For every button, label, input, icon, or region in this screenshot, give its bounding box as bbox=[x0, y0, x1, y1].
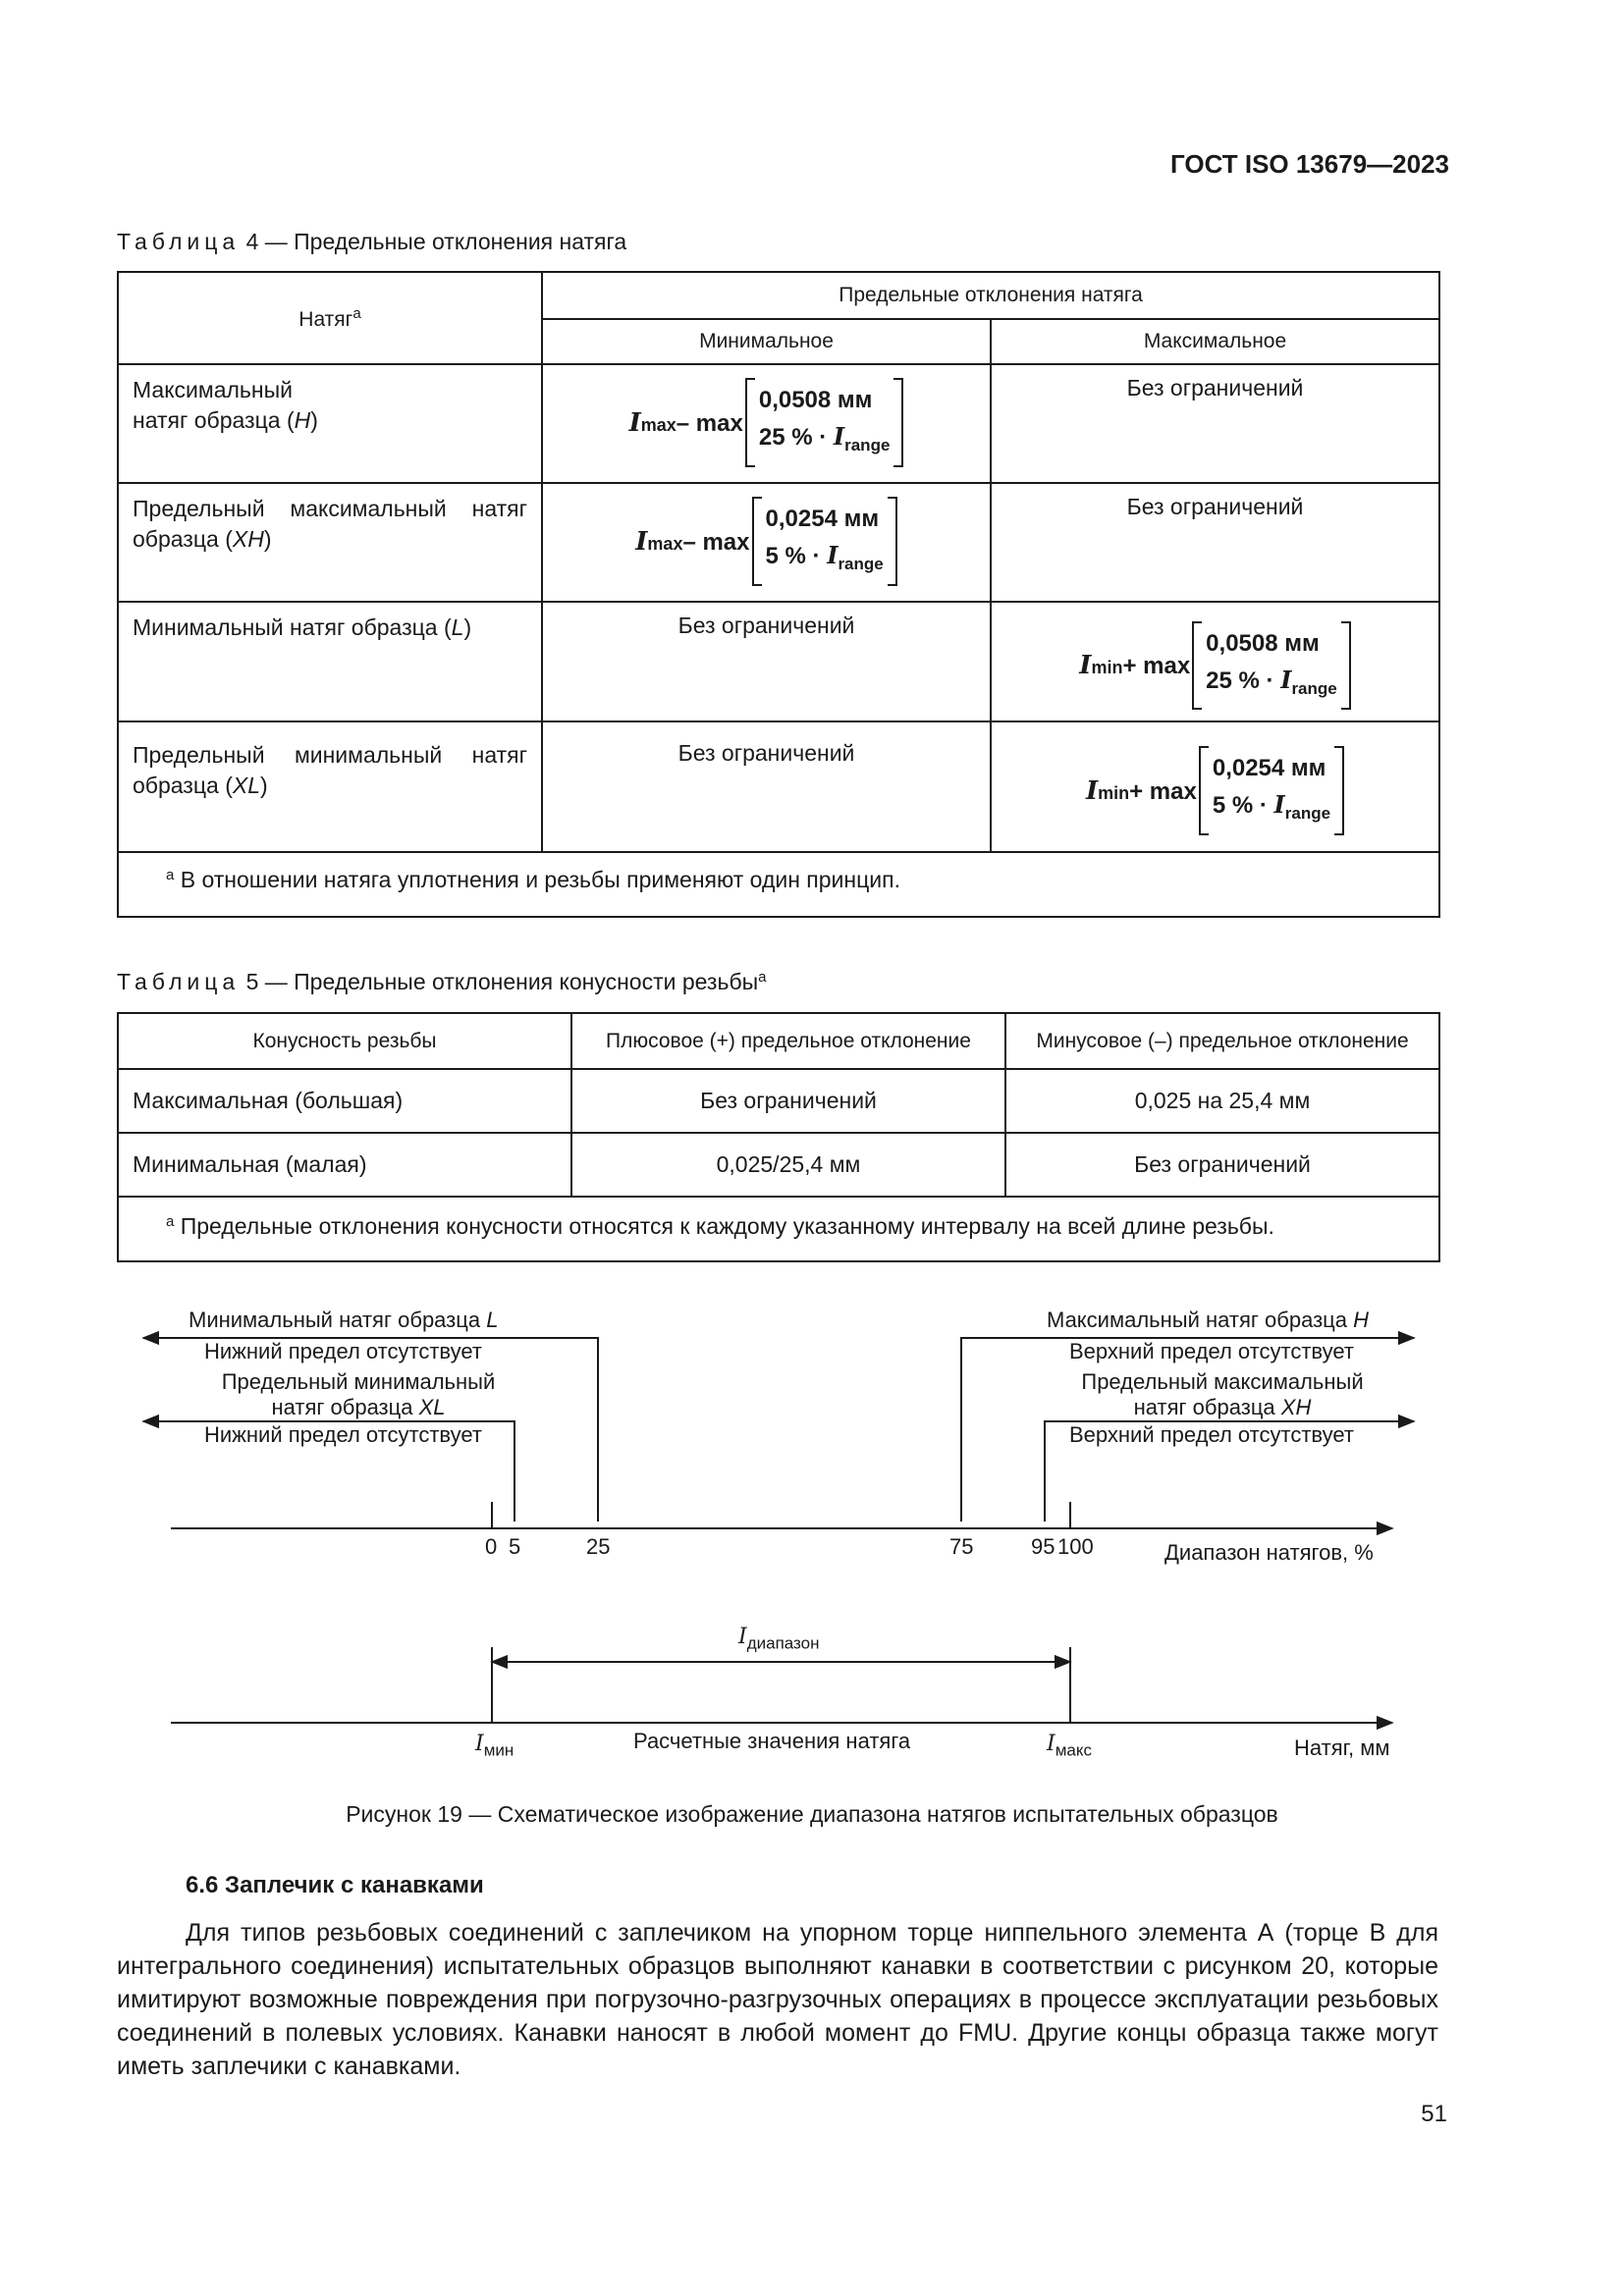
t5-header-taper: Конусность резьбы bbox=[118, 1013, 571, 1069]
label-max: $I_{макс}$ bbox=[1047, 1732, 1092, 1760]
label-min: $I_{мин}$ bbox=[475, 1732, 514, 1760]
t4-formula-cell: I min + max 0,0254 мм 5 % · $I_{range}$ bbox=[991, 721, 1439, 852]
page-number: 51 bbox=[1421, 2101, 1447, 2127]
section-heading: 6.6 Заплечик с канавками bbox=[186, 1872, 484, 1898]
formula-bracket: 0,0508 мм 25 % · $I_{range}$ bbox=[745, 378, 904, 467]
t4-row-label: Предельный максимальный натяг образца (XH) bbox=[118, 483, 542, 602]
table5-caption: Таблица 5 — Предельные отклонения конусности резьбы$^a$ bbox=[117, 969, 767, 994]
formula-bracket: 0,0254 мм 5 % · $I_{range}$ bbox=[752, 497, 897, 586]
document-id: ГОСТ ISO 13679—2023 bbox=[1169, 149, 1449, 179]
t4-row-label: Предельный минимальный натяг образца (XL) bbox=[118, 721, 542, 852]
table4-caption: Таблица 4 — Предельные отклонения натяга bbox=[117, 229, 627, 254]
t4-row-label: Максимальный натяг образца (H) bbox=[118, 364, 542, 483]
t4-footnote: $^a$ В отношении натяга уплотнения и резьбы применяют один принцип. bbox=[118, 852, 1439, 917]
t4-header-interference: Натяг$^a$ bbox=[118, 272, 542, 364]
t5-cell: 0,025 на 25,4 мм bbox=[1005, 1069, 1439, 1133]
tick-label-100: 100 bbox=[1057, 1534, 1094, 1559]
figure-caption: Рисунок 19 — Схематическое изображение диапазона натягов испытательных образцов bbox=[346, 1801, 1278, 1827]
t4-header-max: Максимальное bbox=[991, 319, 1439, 364]
t4-cell-text: Без ограничений bbox=[991, 483, 1439, 602]
t5-header-minus: Минусовое (–) предельное отклонение bbox=[1005, 1013, 1439, 1069]
label-XH: Предельный максимальный натяг образца XH bbox=[1081, 1369, 1364, 1419]
axis-percent-label: Диапазон натягов, % bbox=[1164, 1540, 1374, 1565]
label-H: Максимальный натяг образца H bbox=[1047, 1308, 1370, 1332]
t4-cell-text: Без ограничений bbox=[542, 602, 991, 721]
label-calc: Расчетные значения натяга bbox=[633, 1729, 911, 1753]
label-range: $I_{диапазон}$ bbox=[738, 1625, 820, 1653]
t4-cell-text: Без ограничений bbox=[542, 721, 991, 852]
label-XH-sub: Верхний предел отсутствует bbox=[1069, 1422, 1354, 1447]
t4-row-label: Минимальный натяг образца (L) bbox=[118, 602, 542, 721]
t4-cell-text: Без ограничений bbox=[991, 364, 1439, 483]
t4-formula-cell: I min + max 0,0508 мм 25 % · $I_{range}$ bbox=[991, 602, 1439, 721]
t5-header-plus: Плюсовое (+) предельное отклонение bbox=[571, 1013, 1005, 1069]
t5-cell: Без ограничений bbox=[1005, 1133, 1439, 1197]
tick-label-95: 95 bbox=[1031, 1534, 1056, 1559]
t5-cell: 0,025/25,4 мм bbox=[571, 1133, 1005, 1197]
axis-mm-label: Натяг, мм bbox=[1294, 1735, 1390, 1760]
t5-cell: Максимальная (большая) bbox=[118, 1069, 571, 1133]
formula-bracket: 0,0254 мм 5 % · $I_{range}$ bbox=[1199, 746, 1344, 835]
label-H-sub: Верхний предел отсутствует bbox=[1069, 1339, 1354, 1363]
t4-formula-cell: I max – max 0,0508 мм 25 % · $I_{range}$ bbox=[542, 364, 991, 483]
t5-footnote: $^a$ Предельные отклонения конусности относятся к каждому указанному интервалу на всей длине резьбы. bbox=[118, 1197, 1439, 1261]
tick-label-25: 25 bbox=[586, 1534, 611, 1559]
tick-label-5: 5 bbox=[509, 1534, 521, 1559]
tick-label-75: 75 bbox=[949, 1534, 974, 1559]
section-paragraph: Для типов резьбовых соединений с заплечиком на упорном торце ниппельного элемента А (торце В для интегрального соединения) испытательных образцов выполняют канавки в соответствии с рисунком 20, которые имитируют возможные повреждения при погрузочно-разгрузочных операциях в процессе эксплуатации резьбовых соединений в полевых условиях. Канавки наносят в любой момент до FMU. Другие концы образца также могут иметь заплечики с канавками. bbox=[117, 1919, 1438, 2080]
label-L-sub: Нижний предел отсутствует bbox=[204, 1339, 482, 1363]
t4-header-min: Минимальное bbox=[542, 319, 991, 364]
label-XL-sub: Нижний предел отсутствует bbox=[204, 1422, 482, 1447]
label-XL: Предельный минимальный натяг образца XL bbox=[221, 1369, 496, 1419]
t4-header-group: Предельные отклонения натяга bbox=[542, 272, 1439, 319]
label-L: Минимальный натяг образца L bbox=[189, 1308, 499, 1332]
t5-cell: Минимальная (малая) bbox=[118, 1133, 571, 1197]
tick-label-0: 0 bbox=[485, 1534, 498, 1559]
t4-formula-cell: I max – max 0,0254 мм 5 % · $I_{range}$ bbox=[542, 483, 991, 602]
formula-bracket: 0,0508 мм 25 % · $I_{range}$ bbox=[1192, 621, 1351, 711]
t5-cell: Без ограничений bbox=[571, 1069, 1005, 1133]
